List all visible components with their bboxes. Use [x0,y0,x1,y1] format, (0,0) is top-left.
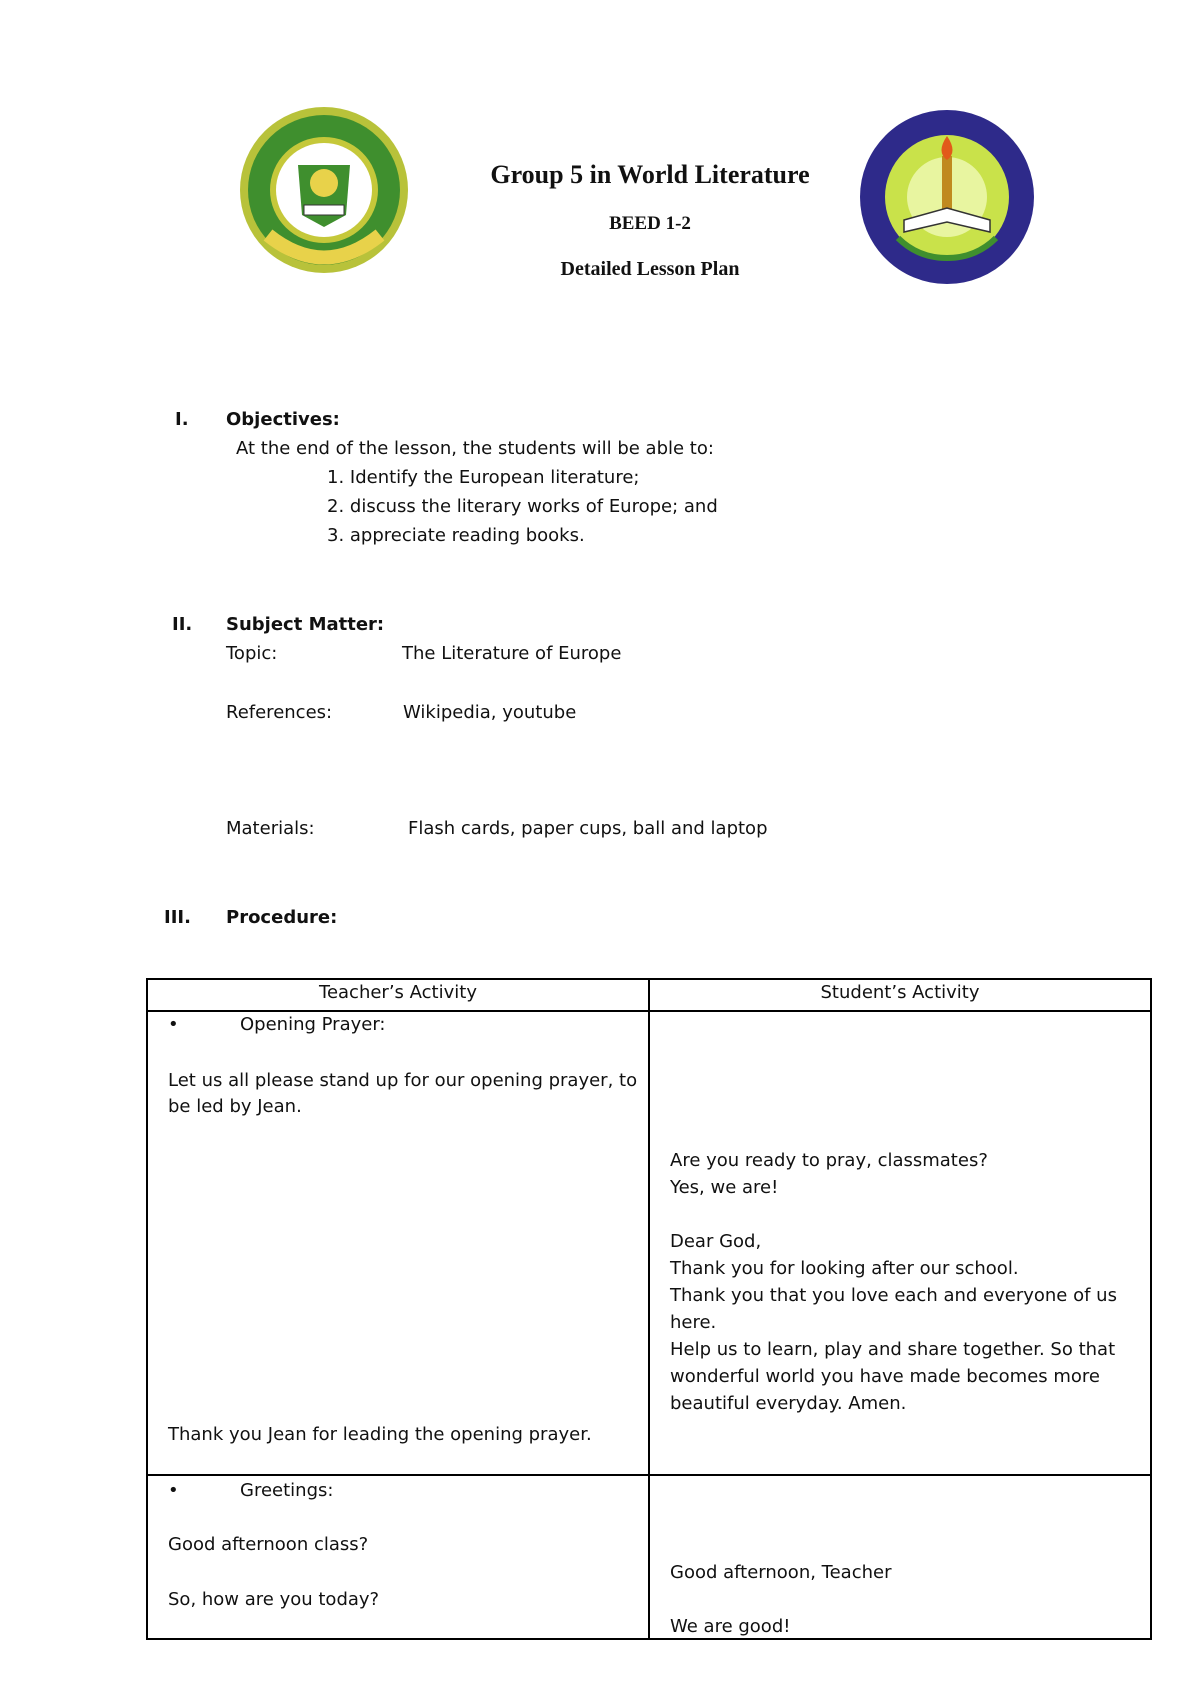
materials-label: Materials: [226,818,315,839]
references-label: References: [226,702,333,723]
student-text: Good afternoon, Teacher [670,1562,892,1583]
table-header-row [147,979,1151,1011]
student-text: We are good! [670,1616,791,1637]
document-type: Detailed Lesson Plan [560,258,740,280]
objective-item: 3. appreciate reading books. [327,525,585,546]
topic-label: Topic: [226,643,278,664]
city-university-of-pasay-seal [238,105,410,275]
procedure-table [146,978,1152,1640]
student-text: Thank you that you love each and everyone of us [670,1285,1117,1306]
college-of-education-seal [858,108,1036,286]
student-text: Thank you for looking after our school. [670,1258,1019,1279]
subject-matter-numeral: II. [172,614,193,635]
row-label: Greetings: [240,1480,334,1501]
table-row [147,1011,1151,1475]
student-text: Dear God, [670,1231,762,1252]
procedure-heading: Procedure: [226,907,338,928]
teacher-cell [147,1475,649,1639]
student-text: here. [670,1312,717,1333]
teacher-text: Thank you Jean for leading the opening prayer. [168,1424,592,1445]
student-cell [649,1475,1151,1639]
materials-value: Flash cards, paper cups, ball and laptop [408,818,768,839]
bullet: • [168,1480,179,1501]
subject-matter-heading: Subject Matter: [226,614,385,635]
document-title: Group 5 in World Literature [490,160,810,189]
references-value: Wikipedia, youtube [403,702,577,723]
objectives-intro: At the end of the lesson, the students will be able to: [236,438,714,459]
topic-value: The Literature of Europe [402,643,622,664]
teacher-text: So, how are you today? [168,1589,380,1610]
table-row [147,1475,1151,1639]
student-activity-header: Student’s Activity [649,979,1151,1011]
student-text: Are you ready to pray, classmates? [670,1150,988,1171]
student-text: beautiful everyday. Amen. [670,1393,907,1414]
teacher-text: Good afternoon class? [168,1534,369,1555]
teacher-cell [147,1011,649,1475]
objective-item: 2. discuss the literary works of Europe; and [327,496,718,517]
objectives-heading: Objectives: [226,409,340,430]
row-label: Opening Prayer: [240,1014,386,1035]
teacher-text: Let us all please stand up for our opening prayer, to [168,1070,638,1091]
objectives-numeral: I. [175,409,189,430]
teacher-activity-header: Teacher’s Activity [147,979,649,1011]
student-text: Help us to learn, play and share together. So that [670,1339,1116,1360]
student-cell [649,1011,1151,1475]
teacher-text: be led by Jean. [168,1096,302,1117]
student-text: wonderful world you have made becomes more [670,1366,1101,1387]
objective-item: 1. Identify the European literature; [327,467,640,488]
bullet: • [168,1014,179,1035]
student-text: Yes, we are! [670,1177,779,1198]
procedure-numeral: III. [164,907,191,928]
section-label: BEED 1-2 [609,213,691,234]
